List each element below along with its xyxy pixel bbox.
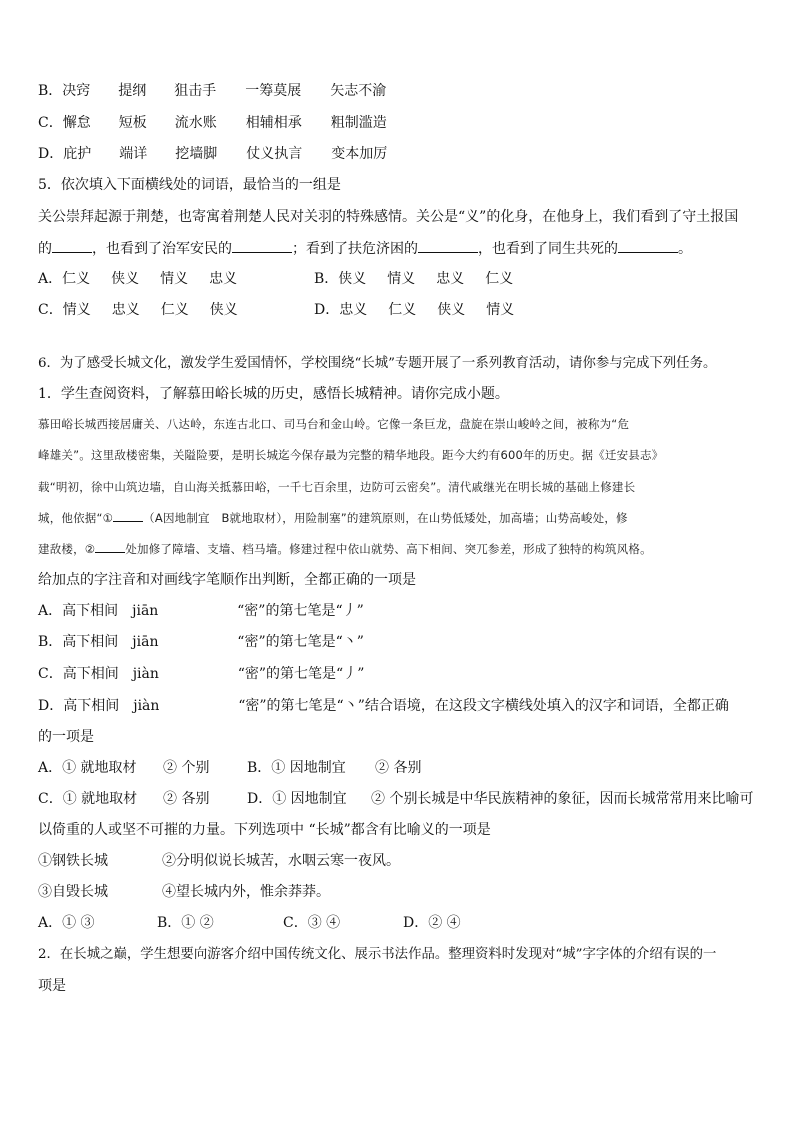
- option-word: 忠义: [209, 271, 238, 287]
- option-word: 侠义: [209, 302, 238, 318]
- fill-option: ② 个别: [163, 760, 210, 776]
- pinyin-option-d: [38, 696, 729, 716]
- q5-option-b: [314, 269, 513, 289]
- text-segment: 的: [38, 241, 52, 257]
- option-word: 仁义: [485, 271, 514, 287]
- fill-option: C．① 就地取材: [38, 791, 138, 807]
- option-pinyin: jiàn: [133, 698, 160, 714]
- blank-2: [95, 541, 125, 553]
- passage-line-3: 载“明初，徐中山筑边墙，自山海关抵慕田峪，一千七百余里，边防可云密矣”。清代戚继光在明长城的基础上修建长: [38, 480, 636, 494]
- q5-options-row-2: [38, 300, 514, 320]
- q6-subquestion-1: 1．学生查阅资料，了解慕田峪长城的历史，感悟长城精神。请你完成小题。: [38, 386, 509, 402]
- q6-question-a: 给加点的字注音和对画线字笔顺作出判断，全都正确的一项是: [38, 572, 416, 588]
- blank-2: [232, 238, 292, 253]
- q5-passage-line-1: 关公崇拜起源于荆楚，也寄寓着荆楚人民对关羽的特殊感情。关公是“义”的化身，在他身上，我们看到了守土报国: [38, 209, 739, 225]
- option-word: 侠义: [111, 271, 140, 287]
- q5-option-c: [38, 300, 314, 320]
- option-word: 相辅相承: [245, 115, 302, 131]
- q6-question-b-tail: 的一项是: [38, 729, 94, 745]
- passage-line-1: 慕田峪长城西接居庸关、八达岭，东连古北口、司马台和金山岭。它像一条巨龙，盘旋在崇山峻岭之间，被称为“危: [38, 417, 630, 431]
- choice-option: A．① ③: [38, 915, 95, 931]
- option-letter: D．: [314, 302, 340, 318]
- option-word: 端详: [119, 146, 148, 162]
- option-word: 仁义: [160, 302, 189, 318]
- option-letter: C．: [38, 666, 63, 682]
- q4-option-b: [38, 81, 386, 101]
- q5-stem: 5．依次填入下面横线处的词语，最恰当的一组是: [38, 177, 341, 193]
- option-stroke: “密”的第七笔是“丶”: [237, 634, 364, 650]
- option-word: 忠义: [111, 302, 140, 318]
- blank-1: [113, 510, 143, 522]
- fill-option: ② 个别长城是中华民族精神的象征，因而长城常常用来比喻可: [371, 791, 754, 807]
- text-segment: 。: [678, 241, 692, 257]
- option-letter: D．: [38, 698, 64, 714]
- text-segment: ，也看到了治军安民的: [92, 241, 232, 257]
- option-word: 狙击手: [174, 83, 217, 99]
- q4-option-c: [38, 113, 387, 133]
- pinyin-option-a: [38, 601, 364, 621]
- option-letter: B．: [38, 83, 63, 99]
- metaphor-items-row-2: [38, 882, 330, 902]
- q6-subquestion-2-tail: 项是: [38, 978, 66, 994]
- metaphor-item: ①钢铁长城: [38, 853, 108, 869]
- option-letter: C．: [38, 302, 63, 318]
- metaphor-item: ②分明似说长城苦，水咽云寒一夜风。: [162, 853, 400, 869]
- option-word: 侠义: [338, 271, 367, 287]
- option-word: 变本加厉: [331, 146, 388, 162]
- option-stroke: “密”的第七笔是“丶”结合语境，在这段文字横线处填入的汉字和词语，全都正确: [238, 698, 729, 714]
- q6-question-c: 以倚重的人或坚不可摧的力量。下列选项中 “长城”都含有比喻义的一项是: [38, 822, 491, 838]
- text-segment: ，也看到了同生共死的: [478, 241, 618, 257]
- text-segment: 处加修了障墙、支墙、档马墙。修建过程中依山就势、高下相间、突兀参差，形成了独特的构筑风格。: [125, 542, 652, 556]
- option-pinyin: jiān: [132, 634, 159, 650]
- choice-option: B．① ②: [157, 915, 214, 931]
- option-word: 一筹莫展: [245, 83, 302, 99]
- option-word: 提纲: [118, 83, 147, 99]
- option-word: 情义: [387, 271, 416, 287]
- blank-4: [618, 238, 678, 253]
- option-phrase: 高下相间: [62, 603, 119, 619]
- option-word: 决窍: [62, 83, 91, 99]
- option-word: 短板: [118, 115, 147, 131]
- text-segment: （A因地制宜 B就地取材），用险制塞”的建筑原则，在山势低矮处，加高墙；山势高峻处，修: [143, 511, 628, 525]
- fill-option: ② 各别: [163, 791, 210, 807]
- q5-option-a: [38, 269, 314, 289]
- option-phrase: 高下相间: [62, 634, 119, 650]
- option-word: 懈怠: [62, 115, 91, 131]
- blank-3: [418, 238, 478, 253]
- q6-subquestion-2: 2．在长城之巅，学生想要向游客介绍中国传统文化、展示书法作品。整理资料时发现对“城”字字体的介绍有误的一: [38, 947, 717, 962]
- option-phrase: 高下相间: [63, 698, 120, 714]
- fill-options-row-1: [38, 758, 421, 778]
- option-pinyin: jiàn: [132, 666, 159, 682]
- fill-option: B．① 因地制宜: [247, 760, 346, 776]
- text-segment: 建敌楼，②: [38, 542, 96, 556]
- option-phrase: 高下相间: [62, 666, 119, 682]
- pinyin-option-c: [38, 664, 364, 684]
- option-letter: B．: [314, 271, 339, 287]
- text-segment: 城，他依据“①: [38, 511, 114, 525]
- metaphor-items-row-1: [38, 851, 400, 871]
- option-word: 粗制滥造: [330, 115, 387, 131]
- choice-option: D．② ④: [403, 915, 461, 931]
- fill-options-row-2: [38, 789, 753, 809]
- q6-stem: 6．为了感受长城文化，激发学生爱国情怀，学校围绕“长城”专题开展了一系列教育活动，请你参与完成下列任务。: [38, 356, 717, 371]
- option-letter: B．: [38, 634, 63, 650]
- pinyin-option-b: [38, 632, 364, 652]
- option-pinyin: jiān: [132, 603, 159, 619]
- option-word: 情义: [160, 271, 189, 287]
- option-word: 庇护: [63, 146, 92, 162]
- option-word: 矢志不渝: [330, 83, 387, 99]
- fill-option: D．① 因地制宜: [247, 791, 347, 807]
- metaphor-item: ④望长城内外，惟余莽莽。: [162, 884, 330, 900]
- option-word: 忠义: [436, 271, 465, 287]
- q5-option-d: [314, 300, 514, 320]
- option-stroke: “密”的第七笔是“丿”: [237, 666, 365, 682]
- option-word: 挖墙脚: [175, 146, 218, 162]
- option-word: 仗义执言: [246, 146, 303, 162]
- option-word: 仁义: [62, 271, 91, 287]
- fill-option: A．① 就地取材: [38, 760, 137, 776]
- choice-option: C．③ ④: [283, 915, 341, 931]
- option-stroke: “密”的第七笔是“丿”: [237, 603, 364, 619]
- option-word: 仁义: [388, 302, 417, 318]
- q5-options-row-1: [38, 269, 513, 289]
- passage-line-4: [38, 508, 628, 528]
- option-word: 流水账: [174, 115, 217, 131]
- option-letter: C．: [38, 115, 63, 131]
- blank-1: [52, 238, 92, 253]
- option-letter: A．: [38, 603, 63, 619]
- option-word: 情义: [486, 302, 515, 318]
- passage-line-5: [38, 539, 652, 559]
- passage-line-2: 峰雄关”。这里敌楼密集，关隘险要，是明长城迄今保存最为完整的精华地段。距今大约有600年的历史。据《迁安县志》: [38, 448, 664, 462]
- fill-option: ② 各别: [375, 760, 422, 776]
- option-word: 侠义: [437, 302, 466, 318]
- option-letter: A．: [38, 271, 63, 287]
- choice-options: [38, 913, 461, 933]
- metaphor-item: ③自毁长城: [38, 884, 108, 900]
- q5-passage-line-2: [38, 238, 692, 259]
- option-word: 忠义: [339, 302, 368, 318]
- q4-option-d: [38, 144, 387, 164]
- text-segment: ；看到了扶危济困的: [292, 241, 418, 257]
- option-word: 情义: [62, 302, 91, 318]
- option-letter: D．: [38, 146, 64, 162]
